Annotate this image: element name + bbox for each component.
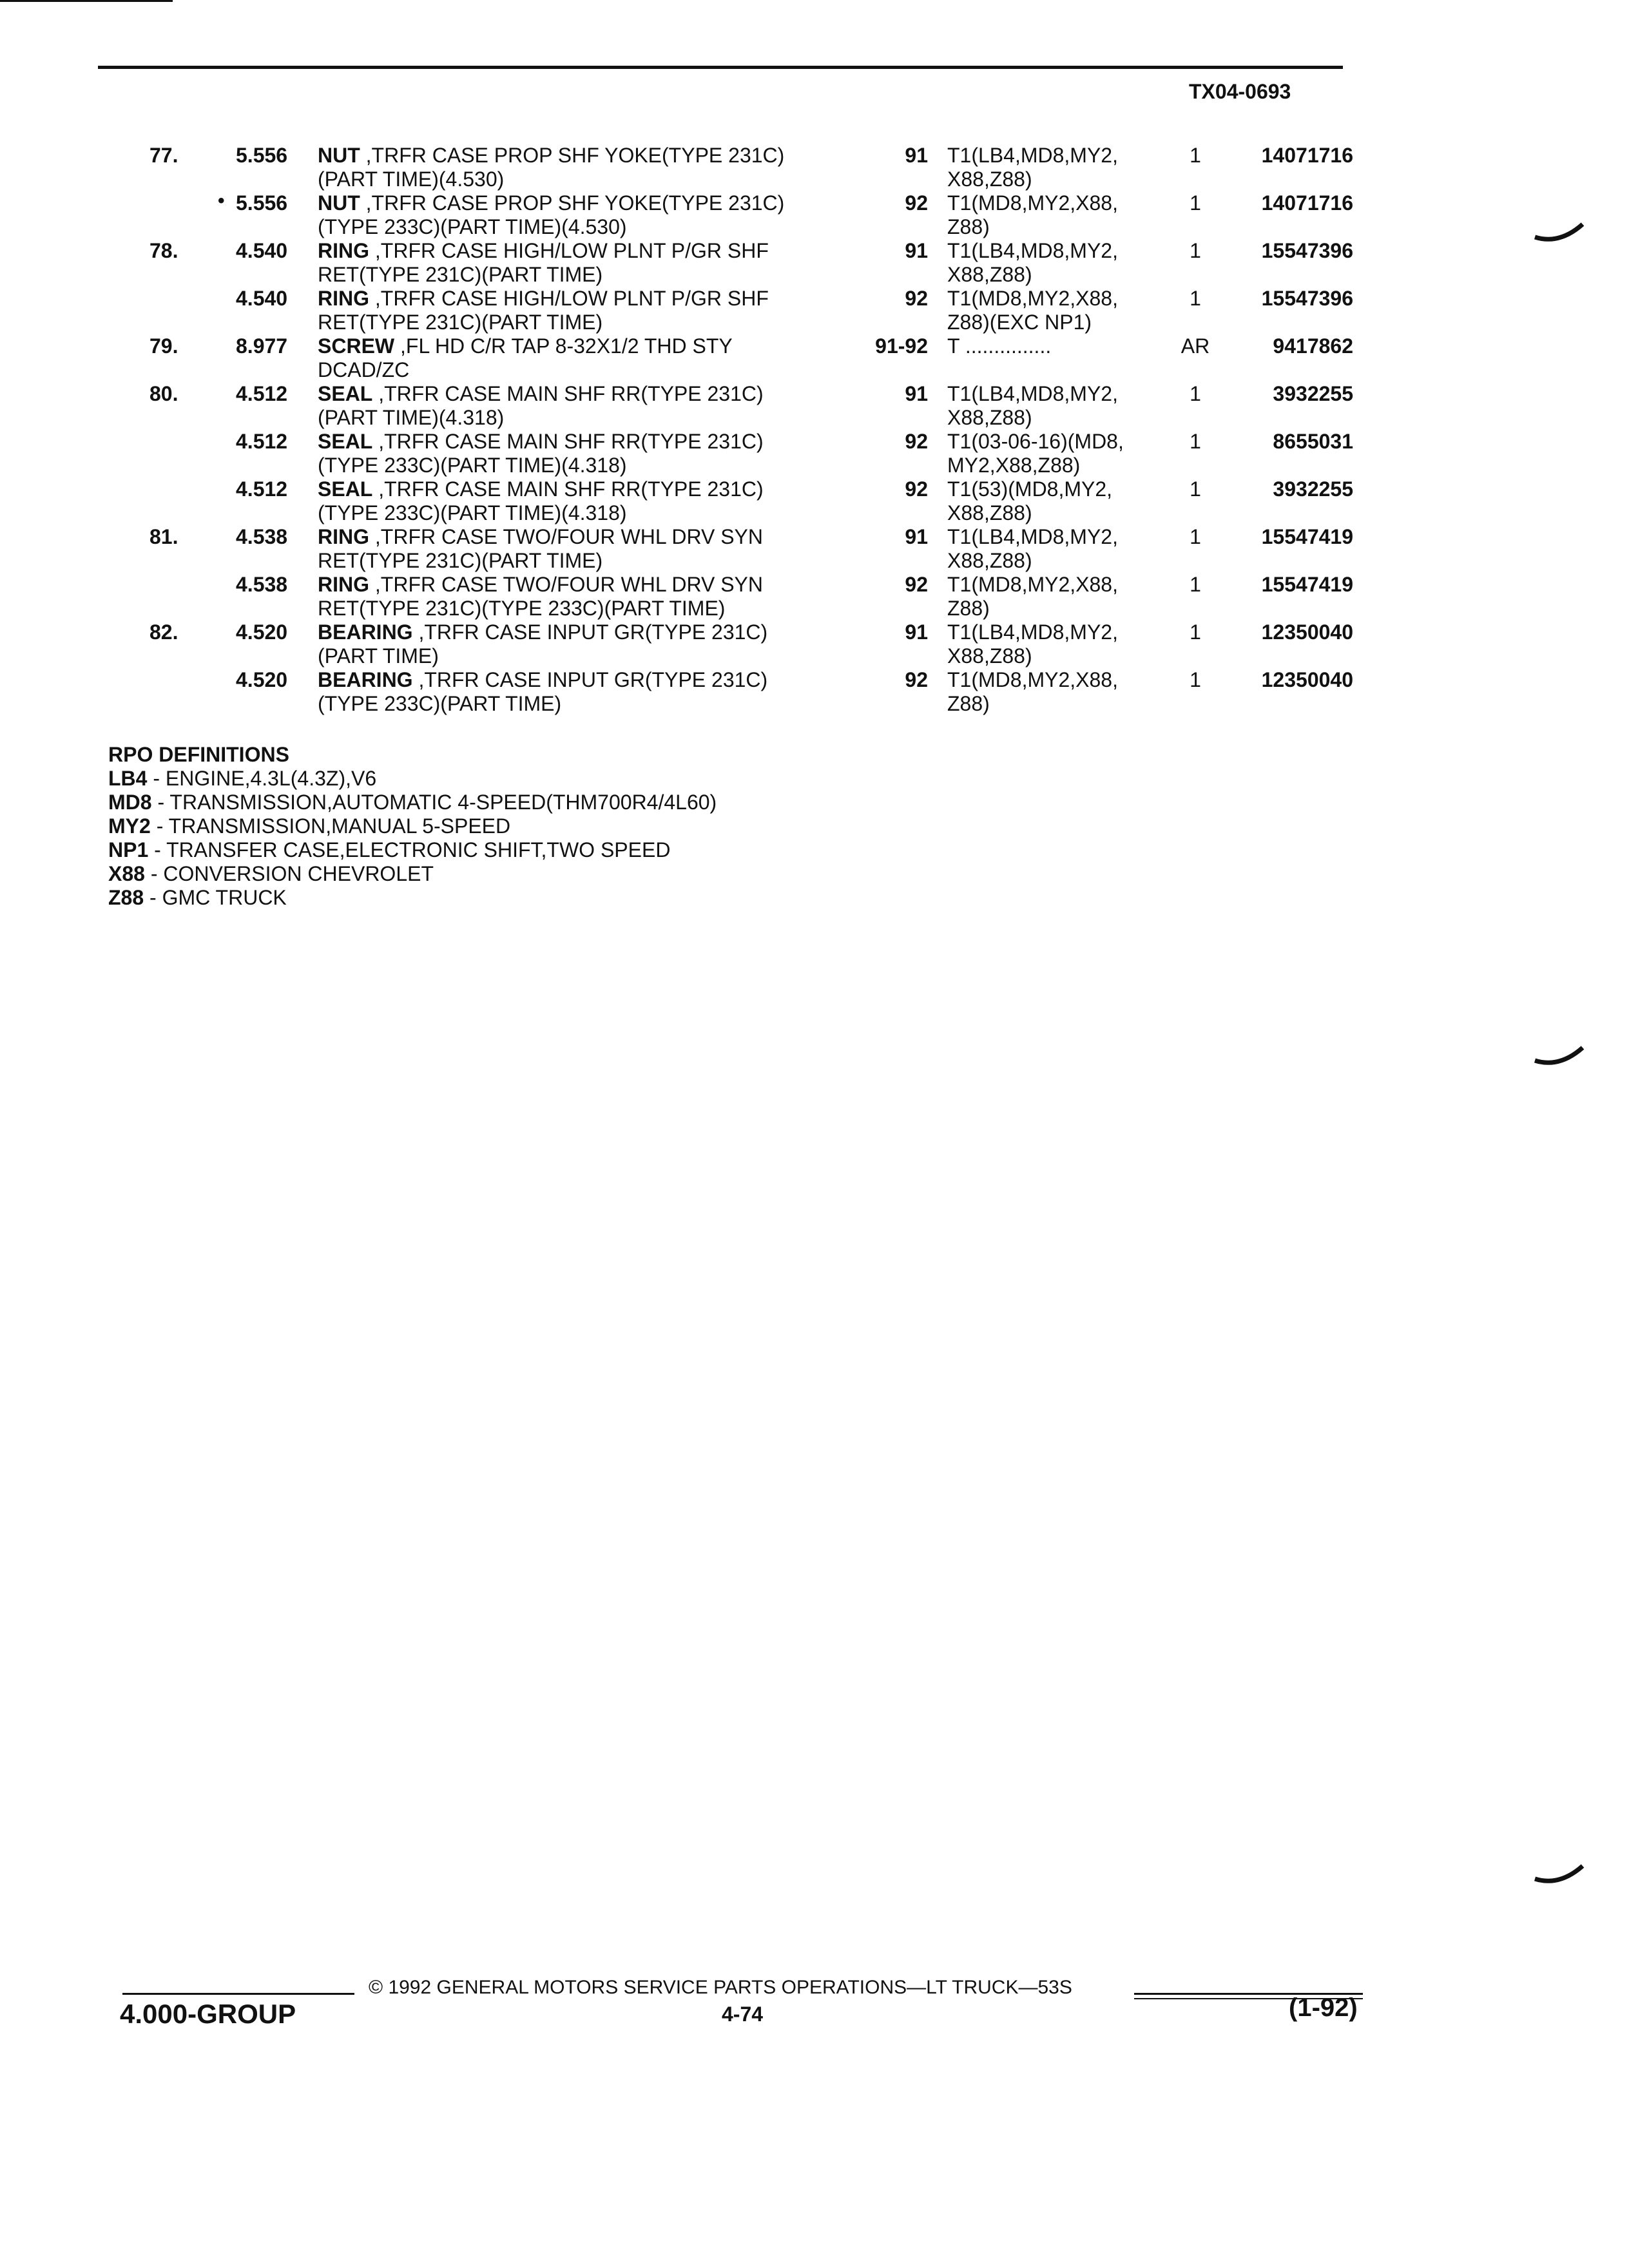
part-name: RING: [318, 287, 369, 310]
part-description: [318, 525, 846, 573]
part-description: [318, 334, 846, 382]
quantity: 1: [1190, 191, 1201, 215]
quantity: 1: [1190, 144, 1201, 167]
part-number: 15547396: [1261, 239, 1353, 262]
rpo-code: MY2: [108, 814, 151, 838]
part-number: 9417862: [1273, 334, 1353, 358]
group-number: 4.520: [236, 668, 288, 691]
part-description: [318, 620, 846, 668]
group-number: 5.556: [236, 191, 288, 215]
binder-hole-mark: [1534, 1043, 1585, 1068]
part-detail: ,TRFR CASE PROP SHF YOKE(TYPE 231C) (TYPE 233C)(PART TIME)(4.530): [318, 191, 785, 238]
model-year: 92: [905, 477, 928, 501]
model-usage: T1(LB4,MD8,MY2, X88,Z88): [947, 525, 1118, 572]
group-number: 8.977: [236, 334, 288, 358]
model-year: 92: [905, 287, 928, 310]
part-detail: ,TRFR CASE PROP SHF YOKE(TYPE 231C) (PART TIME)(4.530): [318, 144, 785, 191]
model-year: 91: [905, 525, 928, 548]
rpo-code: Z88: [108, 886, 144, 909]
part-number: 14071716: [1261, 191, 1353, 215]
group-number: 4.512: [236, 430, 288, 453]
model-usage: T1(LB4,MD8,MY2, X88,Z88): [947, 239, 1118, 286]
part-number: 15547396: [1261, 287, 1353, 310]
quantity: 1: [1190, 477, 1201, 501]
rpo-line: [108, 814, 717, 838]
header-rule: [98, 66, 1343, 69]
part-description: [318, 668, 846, 716]
rpo-text: - ENGINE,4.3L(4.3Z),V6: [147, 767, 377, 790]
part-name: SEAL: [318, 382, 373, 405]
model-year: 92: [905, 430, 928, 453]
part-name: SCREW: [318, 334, 395, 358]
model-usage: T1(MD8,MY2,X88, Z88)(EXC NP1): [947, 287, 1118, 334]
binder-hole-mark: [1534, 219, 1585, 245]
rpo-title: RPO DEFINITIONS: [108, 743, 289, 766]
rpo-text: - TRANSMISSION,AUTOMATIC 4-SPEED(THM700R4/4L60): [151, 791, 717, 814]
part-detail: ,TRFR CASE TWO/FOUR WHL DRV SYN RET(TYPE 231C)(PART TIME): [318, 525, 763, 572]
part-name: RING: [318, 525, 369, 548]
part-name: RING: [318, 239, 369, 262]
footer-copyright: © 1992 GENERAL MOTORS SERVICE PARTS OPERATIONS—LT TRUCK—53S: [369, 1977, 1072, 1998]
rpo-text: - GMC TRUCK: [144, 886, 287, 909]
group-number: 4.540: [236, 239, 288, 262]
part-detail: ,TRFR CASE TWO/FOUR WHL DRV SYN RET(TYPE 231C)(TYPE 233C)(PART TIME): [318, 573, 763, 620]
rpo-text: - CONVERSION CHEVROLET: [144, 862, 434, 885]
part-detail: ,TRFR CASE MAIN SHF RR(TYPE 231C) (TYPE 233C)(PART TIME)(4.318): [318, 477, 764, 524]
document-id: TX04-0693: [1189, 80, 1291, 103]
part-name: BEARING: [318, 620, 413, 644]
group-number: 5.556: [236, 144, 288, 167]
model-usage: T1(MD8,MY2,X88, Z88): [947, 668, 1118, 715]
footer-date: (1-92): [1289, 1994, 1358, 2022]
part-number: 8655031: [1273, 430, 1353, 453]
part-description: [318, 239, 846, 287]
rpo-line: [108, 791, 717, 814]
quantity: 1: [1190, 382, 1201, 405]
footer-group: 4.000-GROUP: [120, 1999, 296, 2029]
model-year: 92: [905, 573, 928, 596]
part-number: 15547419: [1261, 525, 1353, 548]
part-number: 12350040: [1261, 668, 1353, 691]
model-usage: T1(03-06-16)(MD8, MY2,X88,Z88): [947, 430, 1124, 477]
part-description: [318, 191, 846, 239]
group-number: 4.512: [236, 382, 288, 405]
part-detail: ,TRFR CASE MAIN SHF RR(TYPE 231C) (TYPE 233C)(PART TIME)(4.318): [318, 430, 764, 477]
entry-bullet: •: [218, 190, 225, 211]
rpo-code: X88: [108, 862, 145, 885]
part-number: 3932255: [1273, 382, 1353, 405]
part-number: 12350040: [1261, 620, 1353, 644]
scan-edge-line: [0, 0, 173, 2]
group-number: 4.538: [236, 573, 288, 596]
page-number: 4-74: [722, 2003, 764, 2026]
part-number: 15547419: [1261, 573, 1353, 596]
part-name: NUT: [318, 144, 360, 167]
part-detail: ,TRFR CASE INPUT GR(TYPE 231C) (TYPE 233C)(PART TIME): [318, 668, 768, 715]
ref-number: 80.: [149, 382, 178, 405]
rpo-code: LB4: [108, 767, 148, 790]
model-year: 91: [905, 144, 928, 167]
part-number: 14071716: [1261, 144, 1353, 167]
model-usage: T1(MD8,MY2,X88, Z88): [947, 191, 1118, 238]
part-detail: ,FL HD C/R TAP 8-32X1/2 THD STY DCAD/ZC: [318, 334, 733, 381]
model-usage: T1(LB4,MD8,MY2, X88,Z88): [947, 382, 1118, 429]
group-number: 4.520: [236, 620, 288, 644]
ref-number: 82.: [149, 620, 178, 644]
quantity: 1: [1190, 239, 1201, 262]
quantity: AR: [1181, 334, 1210, 358]
rpo-definitions: [108, 743, 717, 910]
part-name: SEAL: [318, 430, 373, 453]
part-name: SEAL: [318, 477, 373, 501]
model-usage: T1(MD8,MY2,X88, Z88): [947, 573, 1118, 620]
quantity: 1: [1190, 287, 1201, 310]
part-number: 3932255: [1273, 477, 1353, 501]
part-name: BEARING: [318, 668, 413, 691]
rpo-line: [108, 862, 717, 886]
model-usage: T1(LB4,MD8,MY2, X88,Z88): [947, 620, 1118, 668]
part-description: [318, 144, 846, 191]
rpo-text: - TRANSFER CASE,ELECTRONIC SHIFT,TWO SPEED: [148, 838, 671, 861]
ref-number: 78.: [149, 239, 178, 262]
quantity: 1: [1190, 573, 1201, 596]
group-number: 4.540: [236, 287, 288, 310]
model-usage: T ...............: [947, 334, 1052, 358]
quantity: 1: [1190, 620, 1201, 644]
part-description: [318, 573, 846, 620]
group-number: 4.538: [236, 525, 288, 548]
part-detail: ,TRFR CASE HIGH/LOW PLNT P/GR SHF RET(TYPE 231C)(PART TIME): [318, 287, 769, 334]
ref-number: 79.: [149, 334, 178, 358]
part-name: RING: [318, 573, 369, 596]
footer-rule: [122, 1993, 354, 1995]
model-year: 92: [905, 191, 928, 215]
ref-number: 81.: [149, 525, 178, 548]
part-name: NUT: [318, 191, 360, 215]
model-year: 91: [905, 382, 928, 405]
rpo-line: [108, 838, 717, 862]
rpo-code: NP1: [108, 838, 149, 861]
model-year: 91: [905, 239, 928, 262]
model-year: 91: [905, 620, 928, 644]
rpo-line: [108, 767, 717, 791]
rpo-text: - TRANSMISSION,MANUAL 5-SPEED: [150, 814, 511, 838]
rpo-code: MD8: [108, 791, 152, 814]
rpo-line: [108, 886, 717, 910]
model-usage: T1(53)(MD8,MY2, X88,Z88): [947, 477, 1113, 524]
model-year: 92: [905, 668, 928, 691]
quantity: 1: [1190, 430, 1201, 453]
group-number: 4.512: [236, 477, 288, 501]
part-detail: ,TRFR CASE INPUT GR(TYPE 231C) (PART TIME): [318, 620, 768, 668]
part-description: [318, 382, 846, 430]
part-detail: ,TRFR CASE HIGH/LOW PLNT P/GR SHF RET(TYPE 231C)(PART TIME): [318, 239, 769, 286]
part-detail: ,TRFR CASE MAIN SHF RR(TYPE 231C) (PART TIME)(4.318): [318, 382, 764, 429]
part-description: [318, 430, 846, 477]
quantity: 1: [1190, 668, 1201, 691]
quantity: 1: [1190, 525, 1201, 548]
part-description: [318, 287, 846, 334]
ref-number: 77.: [149, 144, 178, 167]
binder-hole-mark: [1534, 1861, 1585, 1887]
model-year: 91-92: [875, 334, 928, 358]
model-usage: T1(LB4,MD8,MY2, X88,Z88): [947, 144, 1118, 191]
part-description: [318, 477, 846, 525]
